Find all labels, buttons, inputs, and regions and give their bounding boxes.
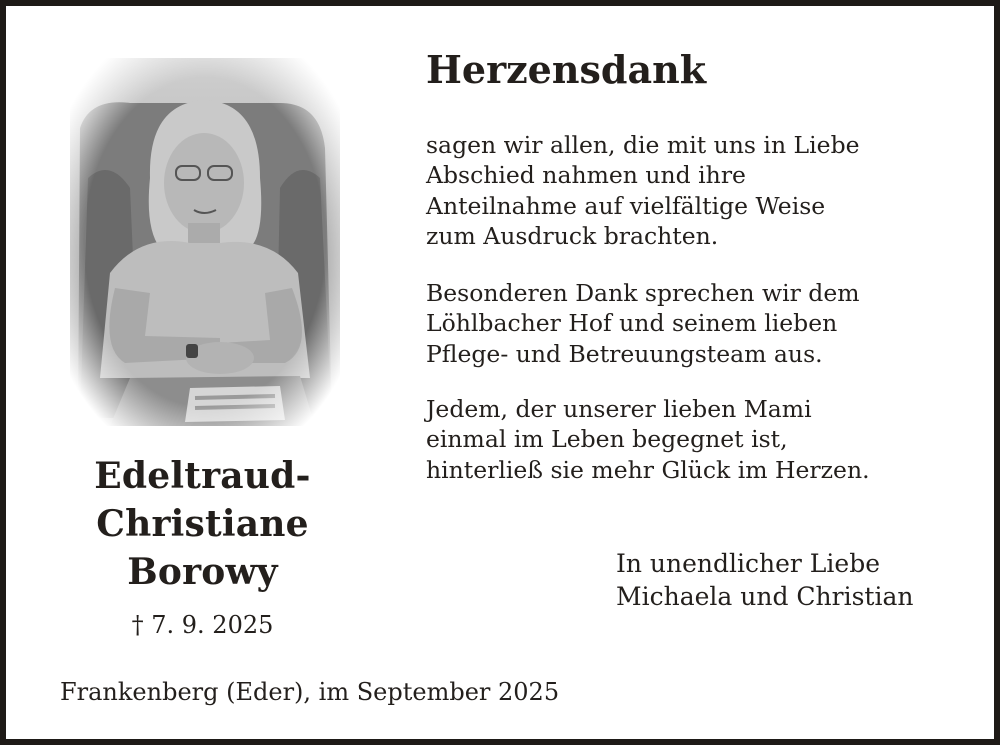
deceased-name-line: Christiane <box>96 503 309 545</box>
deceased-name <box>60 452 345 596</box>
text-line: einmal im Leben begegnet ist, <box>426 425 788 454</box>
text-line: Anteilnahme auf vielfältige Weise <box>426 191 826 220</box>
death-date: † 7. 9. 2025 <box>131 611 274 639</box>
text-line: sagen wir allen, die mit uns in Liebe <box>426 131 860 159</box>
thanks-paragraph-1 <box>426 130 860 251</box>
text-line: Besonderen Dank sprechen wir dem <box>426 279 860 307</box>
text-line: hinterließ sie mehr Glück im Herzen. <box>426 455 870 484</box>
text-line: Löhlbacher Hof und seinem lieben <box>426 309 838 338</box>
place-and-date: Frankenberg (Eder), im September 2025 <box>60 678 560 706</box>
signature <box>616 547 913 613</box>
signature-line: Michaela und Christian <box>616 582 914 611</box>
text-line: Jedem, der unserer lieben Mami <box>426 395 812 423</box>
portrait-photo <box>70 58 340 426</box>
thanks-paragraph-3 <box>426 394 870 485</box>
text-line: Abschied nahmen und ihre <box>426 161 746 190</box>
signature-line: In unendlicher Liebe <box>616 549 881 578</box>
text-line: Pflege- und Betreuungsteam aus. <box>426 339 823 368</box>
notice-heading: Herzensdank <box>426 47 707 92</box>
text-line: zum Ausdruck brachten. <box>426 221 719 250</box>
deceased-name-line: Borowy <box>127 551 278 593</box>
deceased-name-line: Edeltraud- <box>94 455 311 497</box>
thanks-paragraph-2 <box>426 278 860 369</box>
